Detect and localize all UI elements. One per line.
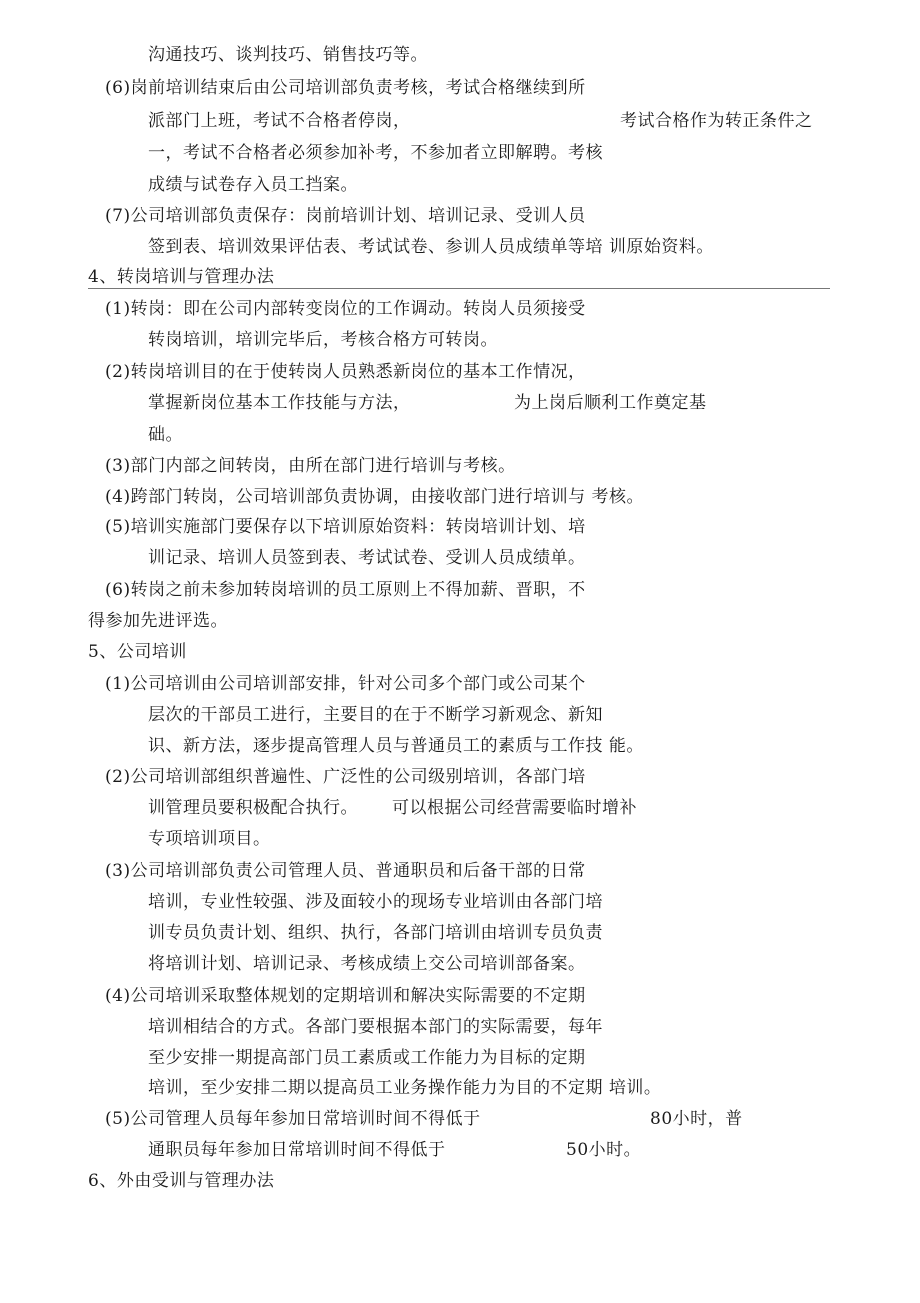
list-item: (1)公司培训由公司培训部安排，针对公司多个部门或公司某个 xyxy=(105,674,586,694)
list-item: (1)转岗：即在公司内部转变岗位的工作调动。转岗人员须接受 xyxy=(105,299,586,319)
text-line: 培训相结合的方式。各部门要根据本部门的实际需要，每年 xyxy=(148,1017,603,1037)
list-item: (3)部门内部之间转岗，由所在部门进行培训与考核。 xyxy=(105,456,516,476)
text-line: 至少安排一期提高部门员工素质或工作能力为目标的定期 xyxy=(148,1048,586,1068)
text-line: 专项培训项目。 xyxy=(148,829,271,849)
text-line: 为上岗后顺利工作奠定基 xyxy=(514,393,707,413)
section-heading: 5、公司培训 xyxy=(88,642,187,662)
text-line: 一，考试不合格者必须参加补考，不参加者立即解聘。考核 xyxy=(148,143,603,163)
text-line: 训管理员要积极配合执行。 xyxy=(148,798,358,818)
list-item: (4)跨部门转岗，公司培训部负责协调，由接收部门进行培训与 考核。 xyxy=(105,487,644,507)
text-line: 得参加先进评选。 xyxy=(88,611,228,631)
text-line: 考试合格作为转正条件之 xyxy=(620,111,813,131)
heading-underline xyxy=(88,288,830,289)
text-line: 将培训计划、培训记录、考核成绩上交公司培训部备案。 xyxy=(148,954,586,974)
text-line: 转岗培训，培训完毕后，考核合格方可转岗。 xyxy=(148,330,498,350)
text-line: 可以根据公司经营需要临时增补 xyxy=(392,798,637,818)
text-line: 培训，专业性较强、涉及面较小的现场专业培训由各部门培 xyxy=(148,892,603,912)
list-item: (3)公司培训部负责公司管理人员、普通职员和后备干部的日常 xyxy=(105,861,586,881)
list-item: (7)公司培训部负责保存：岗前培训计划、培训记录、受训人员 xyxy=(105,206,586,226)
text-line: 础。 xyxy=(148,425,183,445)
text-line: 签到表、培训效果评估表、考试试卷、参训人员成绩单等培 训原始资料。 xyxy=(148,237,714,257)
text-line: 80小时，普 xyxy=(650,1109,743,1129)
section-heading: 6、外由受训与管理办法 xyxy=(88,1171,275,1191)
text-line: 沟通技巧、谈判技巧、销售技巧等。 xyxy=(148,45,428,65)
list-item: (4)公司培训采取整体规划的定期培训和解决实际需要的不定期 xyxy=(105,986,586,1006)
text-line: 通职员每年参加日常培训时间不得低于 xyxy=(148,1140,446,1160)
list-item: (5)培训实施部门要保存以下培训原始资料：转岗培训计划、培 xyxy=(105,517,586,537)
text-line: 派部门上班，考试不合格者停岗， xyxy=(148,111,411,131)
text-line: 训记录、培训人员签到表、考试试卷、受训人员成绩单。 xyxy=(148,548,586,568)
text-line: 识、新方法，逐步提高管理人员与普通员工的素质与工作技 能。 xyxy=(148,736,644,756)
text-line: 训专员负责计划、组织、执行，各部门培训由培训专员负责 xyxy=(148,923,603,943)
list-item: (6)转岗之前未参加转岗培训的员工原则上不得加薪、晋职，不 xyxy=(105,580,586,600)
list-item: (6)岗前培训结束后由公司培训部负责考核，考试合格继续到所 xyxy=(105,78,586,98)
section-heading: 4、转岗培训与管理办法 xyxy=(88,267,275,287)
text-line: 50小时。 xyxy=(566,1140,642,1160)
text-line: 培训，至少安排二期以提高员工业务操作能力为目的不定期 培训。 xyxy=(148,1078,662,1098)
text-line: 成绩与试卷存入员工挡案。 xyxy=(148,175,358,195)
list-item: (2)转岗培训目的在于使转岗人员熟悉新岗位的基本工作情况， xyxy=(105,362,586,382)
text-line: 掌握新岗位基本工作技能与方法， xyxy=(148,393,411,413)
list-item: (2)公司培训部组织普遍性、广泛性的公司级别培训，各部门培 xyxy=(105,767,586,787)
list-item: (5)公司管理人员每年参加日常培训时间不得低于 xyxy=(105,1109,481,1129)
text-line: 层次的干部员工进行，主要目的在于不断学习新观念、新知 xyxy=(148,705,603,725)
